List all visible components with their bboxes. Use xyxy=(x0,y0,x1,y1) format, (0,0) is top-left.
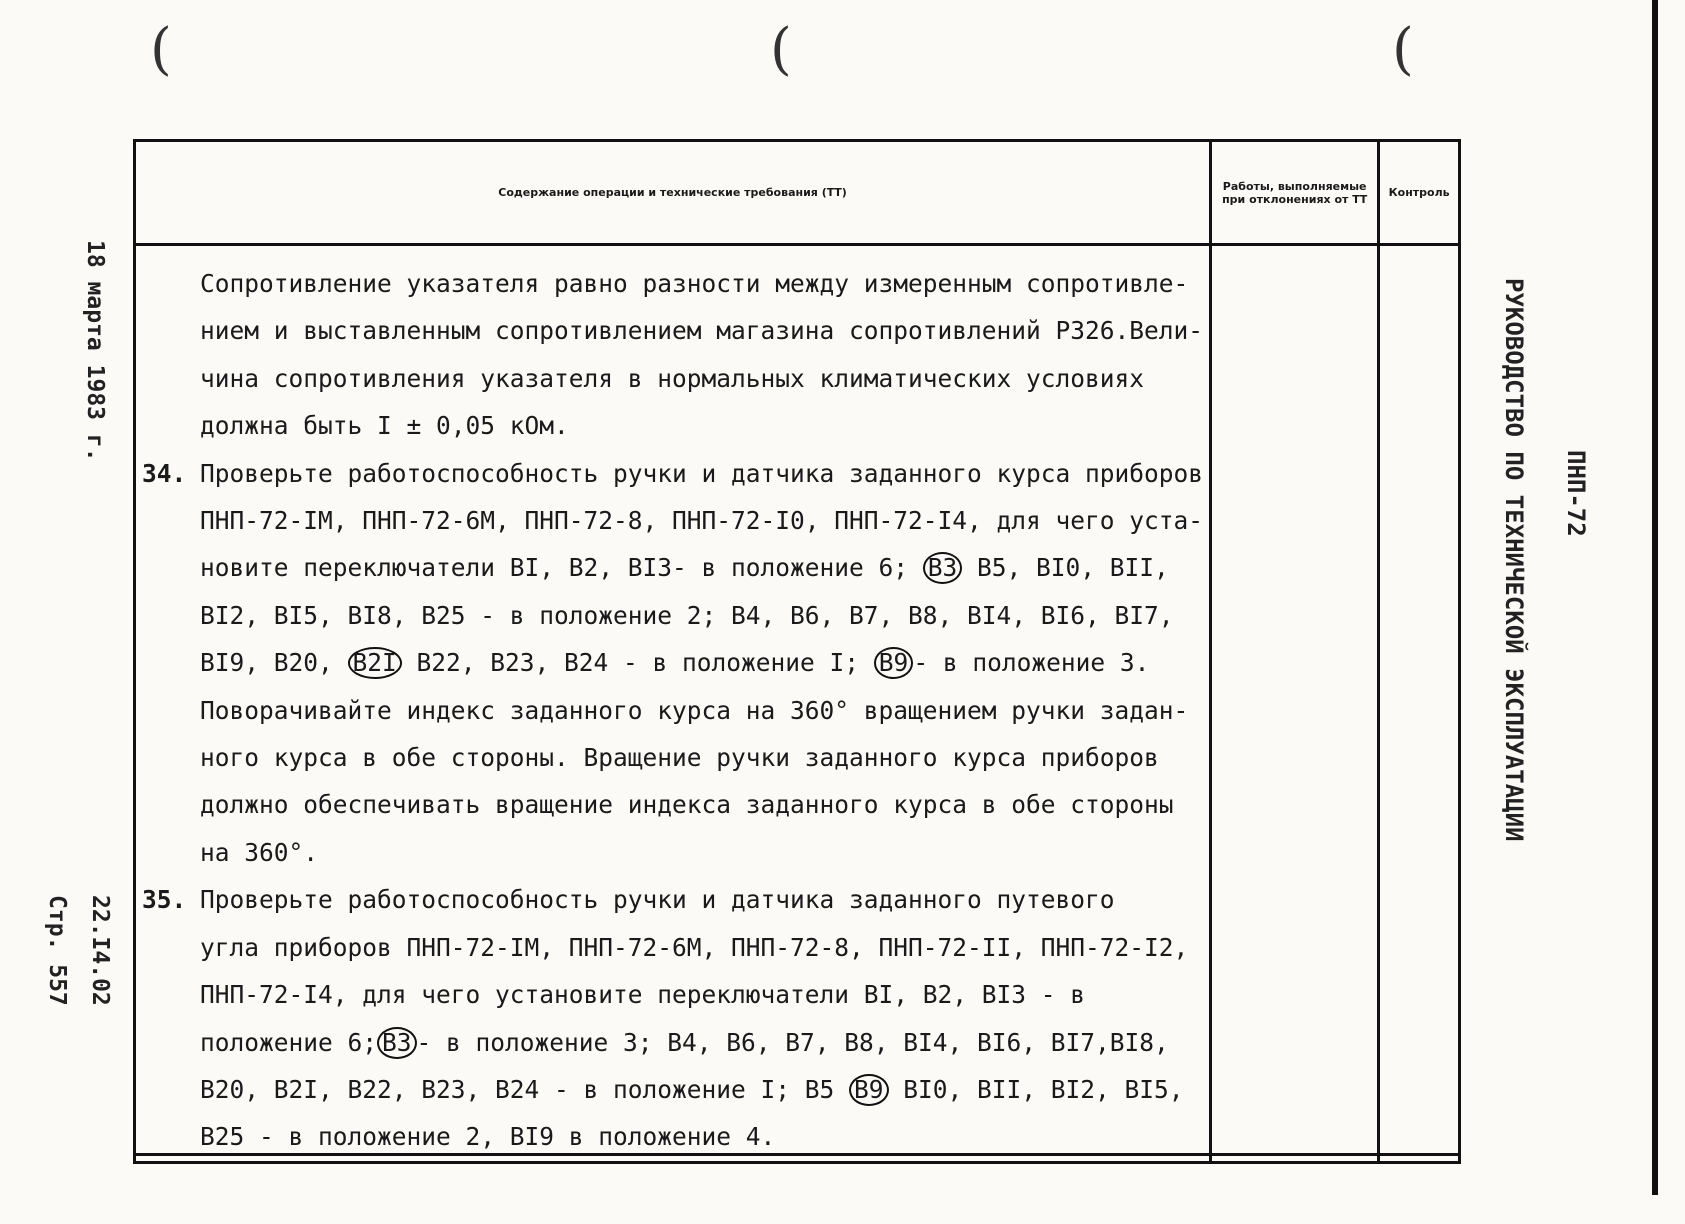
table-header-row xyxy=(135,141,1460,245)
item-34-line-1: 34. Проверьте работоспособность ручки и датчика заданного курса приборов xyxy=(142,450,1203,497)
margin-product-code: ПНП-72 xyxy=(1562,450,1590,537)
item-34-number: 34. xyxy=(142,458,187,488)
content-cell xyxy=(135,245,1211,1163)
margin-manual-title: РУКОВОДСТВО ПО ТЕХНИЧЕСКОЙ ЭКСПЛУАТАЦИИ xyxy=(1500,278,1528,842)
text-line: должно обеспечивать вращение индекса заданного курса в обе стороны xyxy=(200,790,1174,820)
text-line: Сопротивление указателя равно разности между измеренным сопротивле- xyxy=(200,269,1189,298)
margin-doc-number: 22.I4.02 xyxy=(87,895,113,1006)
page-edge-line xyxy=(1652,0,1658,1195)
circled-switch: B3 xyxy=(377,1027,417,1059)
text-line: BI9, B20, B2I B22, B23, B24 - в положение I; B9 - в положение 3. xyxy=(200,648,1150,678)
circled-switch: B2I xyxy=(348,647,402,679)
table-body-row xyxy=(135,245,1460,1163)
text-line: угла приборов ПНП-72-IМ, ПНП-72-6М, ПНП-72-8, ПНП-72-II, ПНП-72-I2, xyxy=(200,932,1189,962)
operations-table xyxy=(133,139,1461,1164)
text-line: новите переключатели BI, B2, BI3- в положение 6; B3 B5, BI0, BII, xyxy=(200,553,1169,583)
text-line: должна быть I ± 0,05 кОм. xyxy=(200,411,569,441)
punch-mark-right: ( xyxy=(1392,17,1414,82)
text-line: B20, B2I, B22, B23, B24 - в положение I; B5 B9 BI0, BII, BI2, BI5, xyxy=(200,1074,1184,1104)
text-line: ного курса в обе стороны. Вращение ручки заданного курса приборов xyxy=(200,743,1159,773)
text-line: положение 6; B3 - в положение 3; B4, B6, B7, B8, BI4, BI6, BI7,BI8, xyxy=(200,1027,1169,1057)
circled-switch: B9 xyxy=(849,1074,889,1106)
item-35-number: 35. xyxy=(142,885,187,915)
text-line: Поворачивайте индекс заданного курса на 360° вращением ручки задан- xyxy=(200,695,1189,725)
header-control: Контроль xyxy=(1379,141,1460,245)
circled-switch: B9 xyxy=(874,647,914,679)
deviation-cell xyxy=(1211,245,1379,1163)
control-cell xyxy=(1379,245,1460,1163)
header-deviation: Работы, выполняемые при отклонениях от ТТ xyxy=(1211,141,1379,245)
text-line: нием и выставленным сопротивлением магазина сопротивлений Р326.Вели- xyxy=(200,316,1204,346)
text-line: ПНП-72-IМ, ПНП-72-6М, ПНП-72-8, ПНП-72-I0, ПНП-72-I4, для чего уста- xyxy=(200,506,1204,536)
text-line: ПНП-72-I4, для чего установите переключатели BI, B2, BI3 - в xyxy=(200,980,1086,1010)
text-line: B25 - в положение 2, BI9 в положение 4. xyxy=(200,1122,776,1152)
circled-switch: B3 xyxy=(923,552,963,584)
item-35-line-1: 35. Проверьте работоспособность ручки и датчика заданного путевого xyxy=(142,876,1203,923)
margin-date: 18 марта 1983 г. xyxy=(82,240,108,462)
bottom-rule xyxy=(133,1153,1461,1156)
margin-page-number: Стр. 557 xyxy=(44,895,70,1006)
text-line: чина сопротивления указателя в нормальных климатических условиях xyxy=(200,363,1145,393)
punch-mark-left: ( xyxy=(150,17,172,82)
text-line: на 360°. xyxy=(200,837,319,867)
text-line: BI2, BI5, BI8, B25 - в положение 2; B4, B6, B7, B8, BI4, BI6, BI7, xyxy=(200,600,1174,630)
operation-text xyxy=(136,246,1209,1161)
header-content: Содержание операции и технические требования (ТТ) xyxy=(135,141,1211,245)
punch-mark-center: ( xyxy=(770,17,792,82)
